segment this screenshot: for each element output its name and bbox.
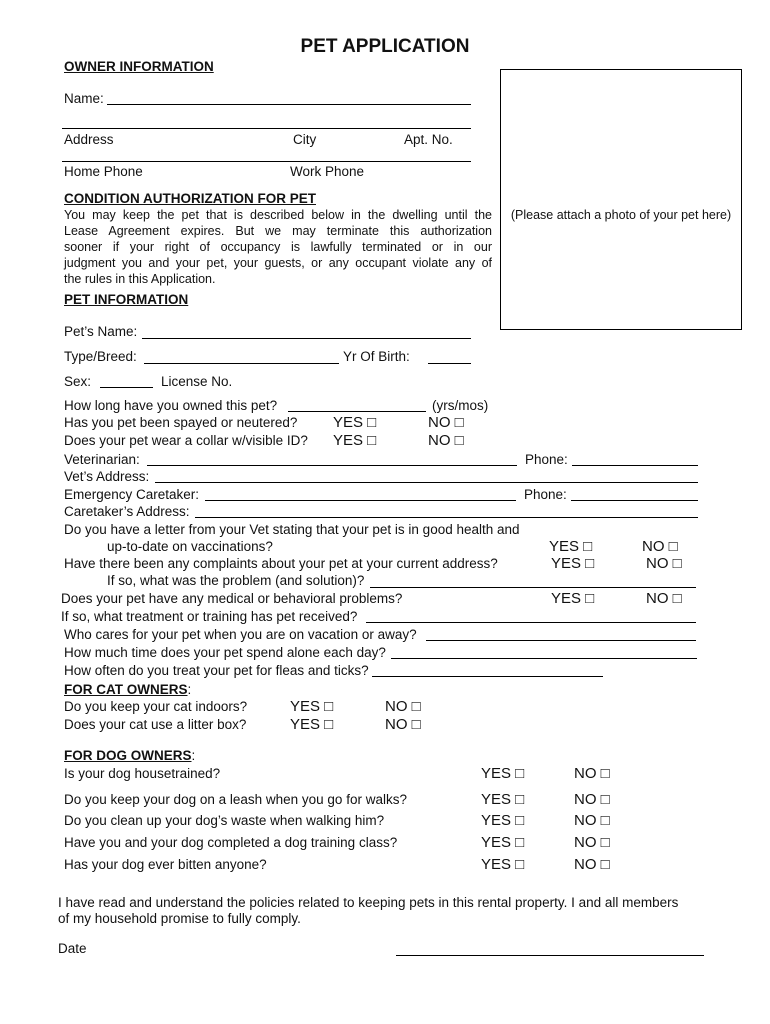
complaints-label: Have there been any complaints about your pet at your current address? [64, 556, 498, 571]
owner-info-heading: OWNER INFORMATION [64, 59, 214, 74]
vet-letter-yes-checkbox[interactable]: YES □ [549, 538, 593, 555]
caretaker-address-label: Caretaker’s Address: [64, 504, 190, 519]
caretaker-address-field[interactable] [195, 517, 698, 518]
cat-owners-title: FOR CAT OWNERS [64, 682, 188, 697]
collar-yes-checkbox[interactable]: YES □ [333, 432, 377, 449]
yr-birth-label: Yr Of Birth: [343, 349, 410, 364]
cat-litter-no-checkbox[interactable]: NO □ [385, 716, 421, 733]
dog-owners-title: FOR DOG OWNERS [64, 748, 192, 763]
cat-indoors-no-checkbox[interactable]: NO □ [385, 698, 421, 715]
agreement-statement-cont: of my household promise to fully comply. [58, 911, 301, 926]
yrs-mos-label: (yrs/mos) [432, 398, 489, 413]
authorization-line: sooner if your right of occupancy is lawfully terminated or in our [64, 240, 492, 254]
pet-name-field[interactable] [142, 338, 471, 339]
address-label: Address [64, 132, 114, 147]
type-breed-label: Type/Breed: [64, 349, 137, 364]
dog-owners-heading [64, 748, 195, 764]
complaints-yes-checkbox[interactable]: YES □ [551, 555, 595, 572]
phone-field[interactable] [62, 161, 471, 162]
spayed-no-checkbox[interactable]: NO □ [428, 414, 464, 431]
fleas-field[interactable] [372, 676, 603, 677]
dog-training-no-checkbox[interactable]: NO □ [574, 834, 610, 851]
city-label: City [293, 132, 317, 147]
authorization-line: judgment you and your pet, your guests, or any occupant violate any of [64, 256, 492, 270]
page-title: PET APPLICATION [300, 36, 470, 57]
fleas-label: How often do you treat your pet for fleas and ticks? [64, 663, 369, 678]
agreement-statement: I have read and understand the policies related to keeping pets in this rental property. I and all members [58, 895, 679, 910]
alone-time-label: How much time does your pet spend alone each day? [64, 645, 386, 660]
spayed-label: Has you pet been spayed or neutered? [64, 415, 298, 430]
medical-no-checkbox[interactable]: NO □ [646, 590, 682, 607]
photo-instruction: (Please attach a photo of your pet here) [510, 208, 732, 222]
dog-leash-no-checkbox[interactable]: NO □ [574, 791, 610, 808]
complaints-no-checkbox[interactable]: NO □ [646, 555, 682, 572]
dog-bitten-no-checkbox[interactable]: NO □ [574, 856, 610, 873]
apt-label: Apt. No. [404, 132, 453, 147]
vet-address-field[interactable] [155, 482, 698, 483]
vet-phone-field[interactable] [572, 465, 698, 466]
emergency-caretaker-field[interactable] [205, 500, 516, 501]
authorization-line: the rules in this Application. [64, 272, 216, 286]
address-field[interactable] [62, 128, 471, 129]
owned-how-long-field[interactable] [288, 411, 426, 412]
who-cares-label: Who cares for your pet when you are on vacation or away? [64, 627, 417, 642]
pet-name-label: Pet’s Name: [64, 324, 138, 339]
authorization-heading: CONDITION AUTHORIZATION FOR PET [64, 191, 316, 206]
dog-waste-label: Do you clean up your dog’s waste when walking him? [64, 813, 385, 828]
type-breed-field[interactable] [144, 363, 339, 364]
name-field[interactable] [107, 104, 471, 105]
owned-how-long-label: How long have you owned this pet? [64, 398, 278, 413]
work-phone-label: Work Phone [290, 164, 365, 179]
dog-waste-no-checkbox[interactable]: NO □ [574, 812, 610, 829]
yr-birth-field[interactable] [428, 363, 471, 364]
dog-bitten-label: Has your dog ever bitten anyone? [64, 857, 267, 872]
cat-owners-colon: : [187, 682, 192, 697]
date-field[interactable] [396, 955, 704, 956]
vet-address-label: Vet’s Address: [64, 469, 150, 484]
veterinarian-field[interactable] [147, 465, 517, 466]
cat-litter-label: Does your cat use a litter box? [64, 717, 247, 732]
license-label: License No. [161, 374, 233, 389]
vet-letter-label: Do you have a letter from your Vet stating that your pet is in good health and [64, 522, 520, 537]
treatment-label: If so, what treatment or training has pet received? [61, 609, 358, 624]
dog-training-label: Have you and your dog completed a dog training class? [64, 835, 398, 850]
spayed-yes-checkbox[interactable]: YES □ [333, 414, 377, 431]
dog-housetrained-yes-checkbox[interactable]: YES □ [481, 765, 525, 782]
cat-litter-yes-checkbox[interactable]: YES □ [290, 716, 334, 733]
vet-phone-label: Phone: [525, 452, 568, 467]
cat-owners-heading [64, 682, 191, 698]
authorization-line: Lease Agreement expires. But we may terminate this authorization [64, 224, 492, 238]
dog-waste-yes-checkbox[interactable]: YES □ [481, 812, 525, 829]
veterinarian-label: Veterinarian: [64, 452, 140, 467]
medical-yes-checkbox[interactable]: YES □ [551, 590, 595, 607]
dog-housetrained-label: Is your dog housetrained? [64, 766, 221, 781]
authorization-line: You may keep the pet that is described below in the dwelling until the [64, 208, 492, 222]
dog-training-yes-checkbox[interactable]: YES □ [481, 834, 525, 851]
problem-label: If so, what was the problem (and solution)? [107, 573, 365, 588]
who-cares-field[interactable] [426, 640, 696, 641]
caretaker-phone-label: Phone: [524, 487, 567, 502]
sex-label: Sex: [64, 374, 92, 389]
emergency-caretaker-label: Emergency Caretaker: [64, 487, 200, 502]
cat-indoors-yes-checkbox[interactable]: YES □ [290, 698, 334, 715]
pet-photo-box[interactable] [500, 69, 742, 330]
collar-label: Does your pet wear a collar w/visible ID? [64, 433, 308, 448]
dog-owners-colon: : [191, 748, 196, 763]
medical-label: Does your pet have any medical or behavioral problems? [61, 591, 403, 606]
caretaker-phone-field[interactable] [571, 500, 698, 501]
dog-leash-yes-checkbox[interactable]: YES □ [481, 791, 525, 808]
pet-info-heading: PET INFORMATION [64, 292, 189, 307]
problem-field[interactable] [370, 587, 696, 588]
dog-bitten-yes-checkbox[interactable]: YES □ [481, 856, 525, 873]
sex-field[interactable] [100, 387, 153, 388]
dog-leash-label: Do you keep your dog on a leash when you go for walks? [64, 792, 407, 807]
dog-housetrained-no-checkbox[interactable]: NO □ [574, 765, 610, 782]
vet-letter-no-checkbox[interactable]: NO □ [642, 538, 678, 555]
vet-letter-label-cont: up-to-date on vaccinations? [107, 539, 273, 554]
cat-indoors-label: Do you keep your cat indoors? [64, 699, 248, 714]
collar-no-checkbox[interactable]: NO □ [428, 432, 464, 449]
treatment-field[interactable] [366, 622, 696, 623]
authorization-text [64, 207, 492, 287]
alone-time-field[interactable] [391, 658, 697, 659]
home-phone-label: Home Phone [64, 164, 143, 179]
date-label: Date [58, 941, 87, 956]
name-label: Name: [64, 91, 104, 106]
